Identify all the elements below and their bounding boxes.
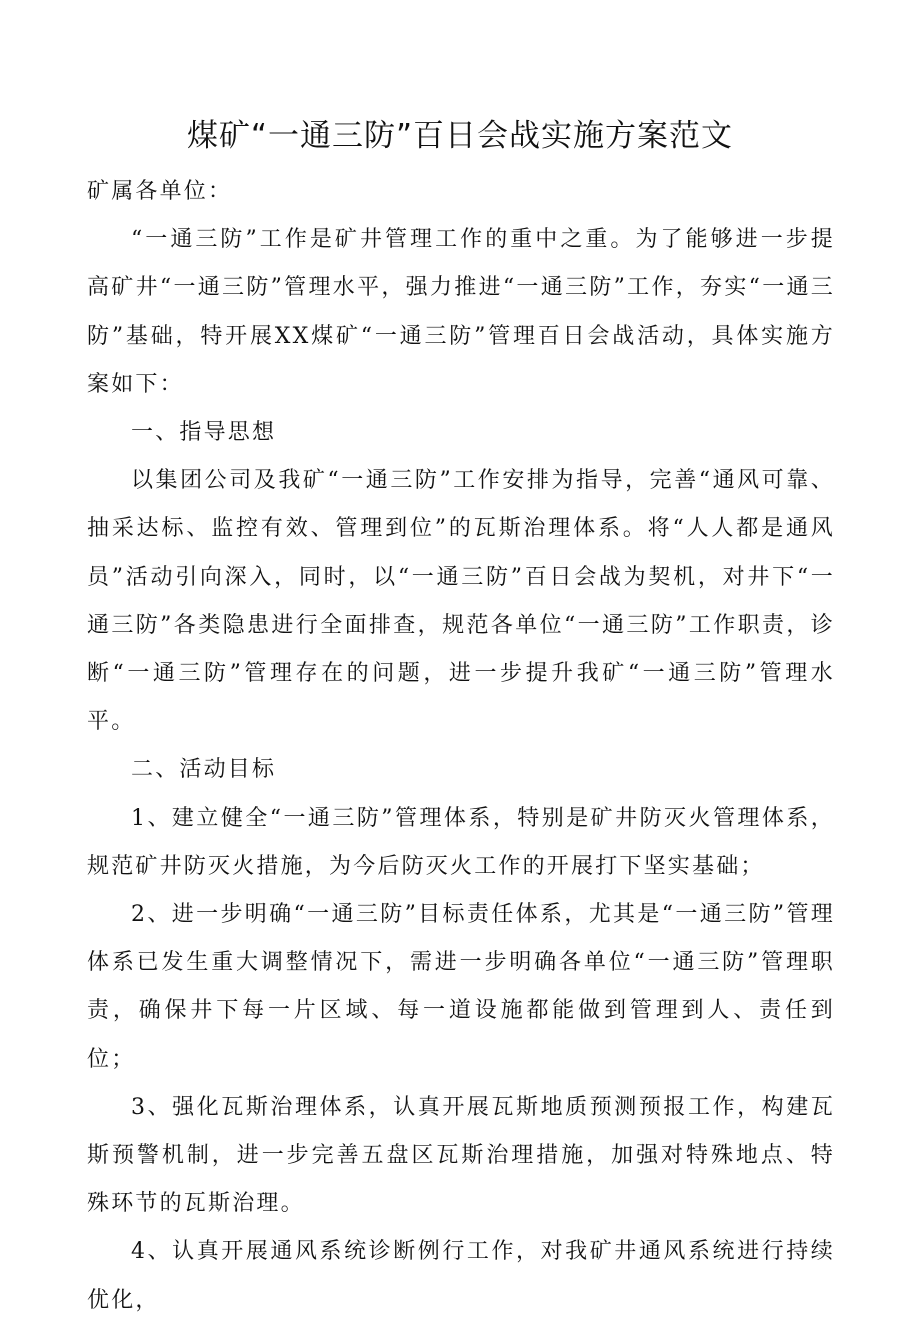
guiding-ideology-paragraph: 以集团公司及我矿“一通三防”工作安排为指导，完善“通风可靠、抽采达标、监控有效、管理到位”的瓦斯治理体系。将“人人都是通风员”活动引向深入，同时，以“一通三防”百日会战为契机，对井下“一通三防”各类隐患进行全面排查，规范各单位“一通三防”工作职责，诊断“一通三防”管理存在的问题，进一步提升我矿“一通三防”管理水平。 [87, 468, 835, 735]
intro-paragraph: “一通三防”工作是矿井管理工作的重中之重。为了能够进一步提高矿井“一通三防”管理水平，强力推进“一通三防”工作，夯实“一通三防”基础，特开展XX煤矿“一通三防”管理百日会战活动，具体实施方案如下： [87, 227, 835, 397]
goal-item-2: 2、进一步明确“一通三防”目标责任体系，尤其是“一通三防”管理体系已发生重大调整情况下，需进一步明确各单位“一通三防”管理职责，确保井下每一片区域、每一道设施都能做到管理到人、责任到位； [87, 902, 835, 1072]
goal-item-4: 4、认真开展通风系统诊断例行工作，对我矿井通风系统进行持续优化， [87, 1239, 835, 1313]
section-heading-activity-goals: 二、活动目标 [131, 757, 277, 783]
section-heading-guiding-ideology: 一、指导思想 [131, 420, 277, 446]
goal-item-3: 3、强化瓦斯治理体系，认真开展瓦斯地质预测预报工作，构建瓦斯预警机制，进一步完善五盘区瓦斯治理措施，加强对特殊地点、特殊环节的瓦斯治理。 [87, 1094, 835, 1217]
goal-item-1: 1、建立健全“一通三防”管理体系，特别是矿井防灭火管理体系，规范矿井防灭火措施，为今后防灭火工作的开展打下坚实基础； [87, 805, 835, 879]
document-title: 煤矿“一通三防”百日会战实施方案范文 [186, 118, 734, 154]
document-body [87, 168, 835, 1325]
salutation: 矿属各单位： [87, 179, 233, 204]
